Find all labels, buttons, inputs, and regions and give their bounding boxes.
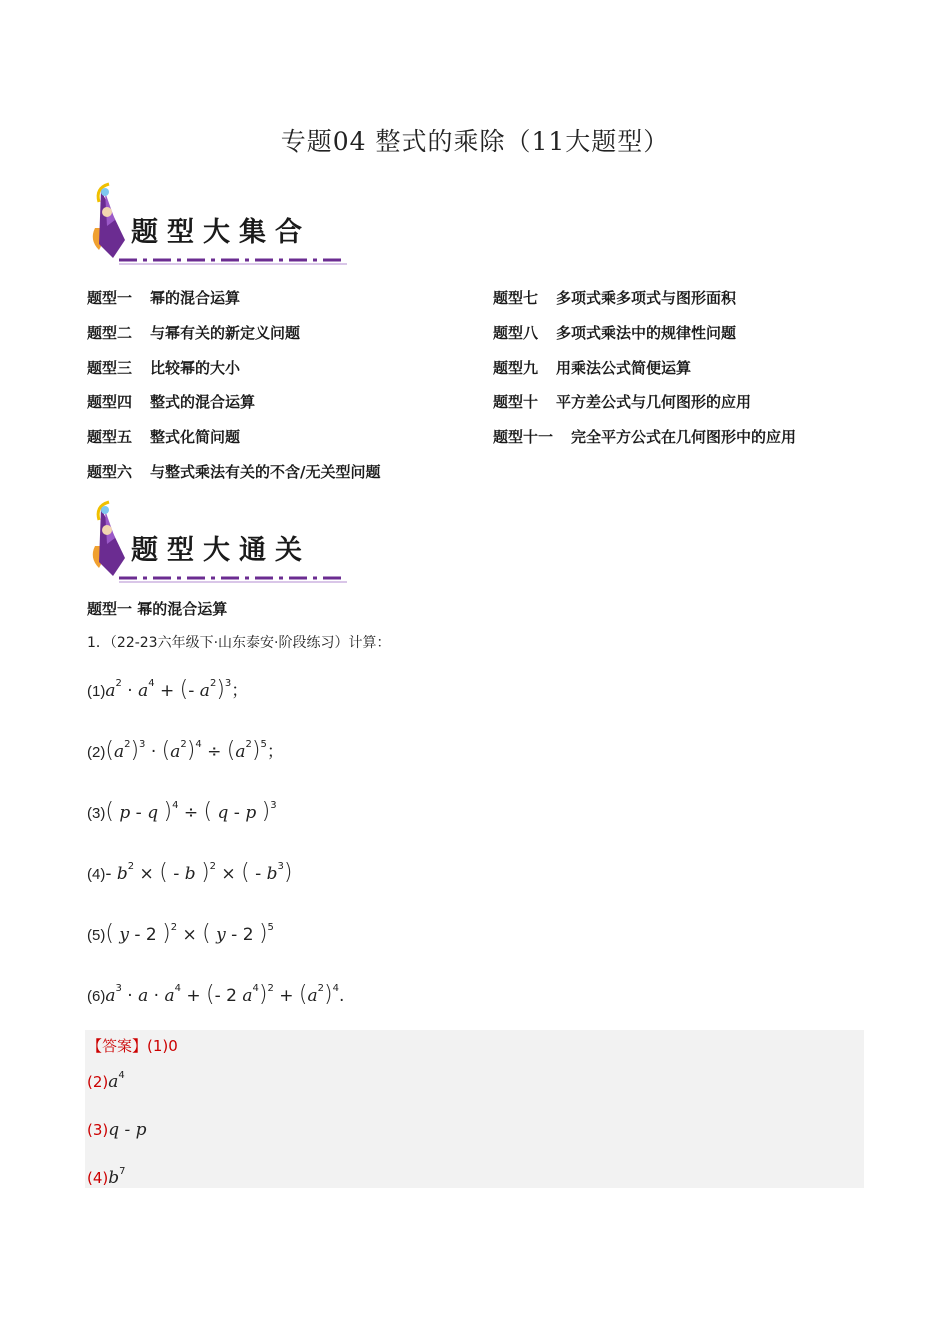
banner-title: 题型大通关 [131, 535, 311, 566]
answer-2: $(2)a^4$ [87, 1070, 125, 1092]
problem-5: (5)( y - 2 )$^2$ × ( y - 2 )$^5$ [87, 921, 274, 946]
toc-item[interactable]: 题型六 与整式乘法有关的不含/无关型问题 [87, 463, 381, 481]
toc-item[interactable]: 题型九 用乘法公式简便运算 [493, 359, 692, 377]
question-intro: 1．（22-23六年级下·山东泰安·阶段练习）计算： [87, 635, 391, 651]
toc-item[interactable]: 题型五 整式化简问题 [87, 428, 241, 446]
toc-item[interactable]: 题型二 与幂有关的新定义问题 [87, 324, 301, 342]
answer-4: $(4)b^7$ [87, 1166, 126, 1188]
problem-2: $(2)(a^2)^3 \cdot (a^2)^4 \div (a^2)^5$； [87, 738, 284, 763]
toc-item[interactable]: 题型十一 完全平方公式在几何图形中的应用 [493, 428, 797, 446]
problem-1: $(1)a^2 \cdot a^4$ + (- $a^2)^3$； [87, 677, 249, 702]
banner-title: 题型大集合 [131, 217, 311, 248]
answer-1: 【答案】(1)0 [87, 1037, 178, 1055]
toc-item[interactable]: 题型四 整式的混合运算 [87, 393, 256, 411]
toc-item[interactable]: 题型八 多项式乘法中的规律性问题 [493, 324, 737, 342]
answer-box [85, 1030, 864, 1188]
banner-collection [85, 180, 355, 270]
page-title: 专题04 整式的乘除（11大题型） [280, 127, 670, 156]
toc-item[interactable]: 题型七 多项式乘多项式与图形面积 [493, 289, 737, 307]
toc-item[interactable]: 题型十 平方差公式与几何图形的应用 [493, 393, 752, 411]
section-heading: 题型一 幂的混合运算 [87, 600, 228, 618]
banner-practice [85, 498, 355, 588]
problem-4: (4)- $b^2$ × ( - b )$^2$ × ( - $b^3$) [87, 860, 293, 885]
toc-item[interactable]: 题型一 幂的混合运算 [87, 289, 241, 307]
answer-3: (3)q - p [87, 1120, 147, 1140]
problem-3: (3)( p - q )$^4$ ÷ ( q - p )$^3$ [87, 799, 277, 824]
problem-6: $(6)a^3 \cdot a \cdot a^4$ + (- 2 $a^4)^2 + (a^2)^4$. [87, 982, 345, 1007]
toc-item[interactable]: 题型三 比较幂的大小 [87, 359, 241, 377]
